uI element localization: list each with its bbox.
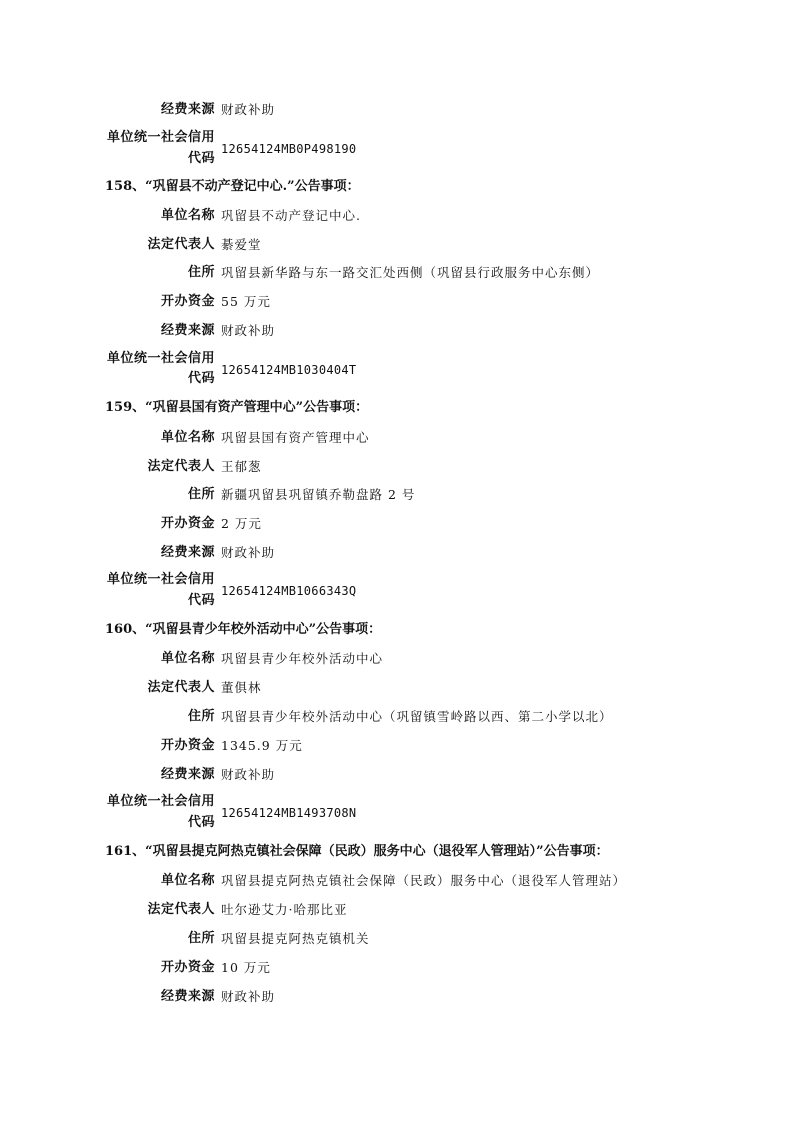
- capital-value: 2 万元: [221, 516, 262, 531]
- code-value: 12654124MB0P498190: [221, 142, 357, 156]
- address-label: 住所: [187, 487, 215, 502]
- section-heading-158: 158、“巩留县不动产登记中心.”公告事项：: [105, 179, 360, 194]
- name-row: [0, 870, 793, 892]
- funding-label: 经费来源: [160, 767, 215, 782]
- top-funding-row: [0, 99, 793, 121]
- capital-row: [0, 735, 793, 757]
- address-row: [0, 262, 793, 284]
- section-heading-159: 159、“巩留县国有资产管理中心”公告事项：: [105, 400, 369, 415]
- legal-rep-row: [0, 677, 793, 699]
- funding-label: 经费来源: [160, 102, 215, 117]
- funding-value: 财政补助: [221, 767, 276, 782]
- address-label: 住所: [187, 931, 215, 946]
- legal-rep-row: [0, 234, 793, 256]
- address-row: [0, 484, 793, 506]
- code-label-line1: 单位统一社会信用: [106, 130, 215, 145]
- funding-value: 财政补助: [221, 989, 276, 1004]
- funding-value: 财政补助: [221, 545, 276, 560]
- funding-value: 财政补助: [221, 102, 276, 117]
- code-value: 12654124MB1493708N: [221, 806, 357, 820]
- address-value: 巩留县提克阿热克镇机关: [221, 931, 370, 946]
- capital-value: 55 万元: [221, 294, 271, 309]
- capital-value: 1345.9 万元: [221, 738, 303, 753]
- name-value: 巩留县不动产登记中心.: [221, 208, 361, 223]
- capital-row: [0, 291, 793, 313]
- capital-row: [0, 957, 793, 979]
- address-row: [0, 706, 793, 728]
- legal-rep-label: 法定代表人: [147, 902, 215, 917]
- code-label-line1: 单位统一社会信用: [106, 351, 215, 366]
- legal-rep-label: 法定代表人: [147, 459, 215, 474]
- funding-label: 经费来源: [160, 323, 215, 338]
- legal-rep-label: 法定代表人: [147, 680, 215, 695]
- legal-rep-value: 吐尔逊艾力·哈那比亚: [221, 902, 348, 917]
- code-value: 12654124MB1066343Q: [221, 584, 357, 598]
- section-heading-160: 160、“巩留县青少年校外活动中心”公告事项：: [105, 622, 382, 637]
- capital-label: 开办资金: [160, 516, 215, 531]
- legal-rep-row: [0, 456, 793, 478]
- capital-value: 10 万元: [221, 960, 271, 975]
- name-value: 巩留县青少年校外活动中心: [221, 651, 384, 666]
- funding-row: [0, 986, 793, 1008]
- legal-rep-label: 法定代表人: [147, 237, 215, 252]
- capital-label: 开办资金: [160, 738, 215, 753]
- funding-label: 经费来源: [160, 989, 215, 1004]
- address-label: 住所: [187, 265, 215, 280]
- capital-label: 开办资金: [160, 294, 215, 309]
- name-label: 单位名称: [160, 430, 215, 445]
- funding-row: [0, 542, 793, 564]
- code-label-line1: 单位统一社会信用: [106, 794, 215, 809]
- address-value: 巩留县青少年校外活动中心（巩留镇雪岭路以西、第二小学以北）: [221, 709, 613, 724]
- name-row: [0, 427, 793, 449]
- name-label: 单位名称: [160, 208, 215, 223]
- address-label: 住所: [187, 709, 215, 724]
- code-value: 12654124MB1030404T: [221, 363, 357, 377]
- legal-rep-value: 王郁葱: [221, 459, 262, 474]
- funding-value: 财政补助: [221, 323, 276, 338]
- name-label: 单位名称: [160, 873, 215, 888]
- name-row: [0, 205, 793, 227]
- address-value: 巩留县新华路与东一路交汇处西侧（巩留县行政服务中心东侧）: [221, 265, 600, 280]
- code-label-line2: 代码: [187, 815, 215, 830]
- code-label-line1: 单位统一社会信用: [106, 572, 215, 587]
- funding-row: [0, 764, 793, 786]
- capital-row: [0, 513, 793, 535]
- name-value: 巩留县提克阿热克镇社会保障（民政）服务中心（退役军人管理站）: [221, 873, 627, 888]
- legal-rep-value: 董俱林: [221, 680, 262, 695]
- section-heading-161: 161、“巩留县提克阿热克镇社会保障（民政）服务中心（退役军人管理站）”公告事项：: [105, 844, 609, 859]
- legal-rep-row: [0, 899, 793, 921]
- capital-label: 开办资金: [160, 960, 215, 975]
- funding-label: 经费来源: [160, 545, 215, 560]
- code-label-line2: 代码: [187, 371, 215, 386]
- address-value: 新疆巩留县巩留镇乔勒盘路 2 号: [221, 487, 416, 502]
- funding-row: [0, 320, 793, 342]
- name-label: 单位名称: [160, 651, 215, 666]
- name-row: [0, 648, 793, 670]
- legal-rep-value: 綦爱堂: [221, 237, 262, 252]
- code-label-line2: 代码: [187, 593, 215, 608]
- name-value: 巩留县国有资产管理中心: [221, 430, 370, 445]
- address-row: [0, 928, 793, 950]
- code-label-line2: 代码: [187, 151, 215, 166]
